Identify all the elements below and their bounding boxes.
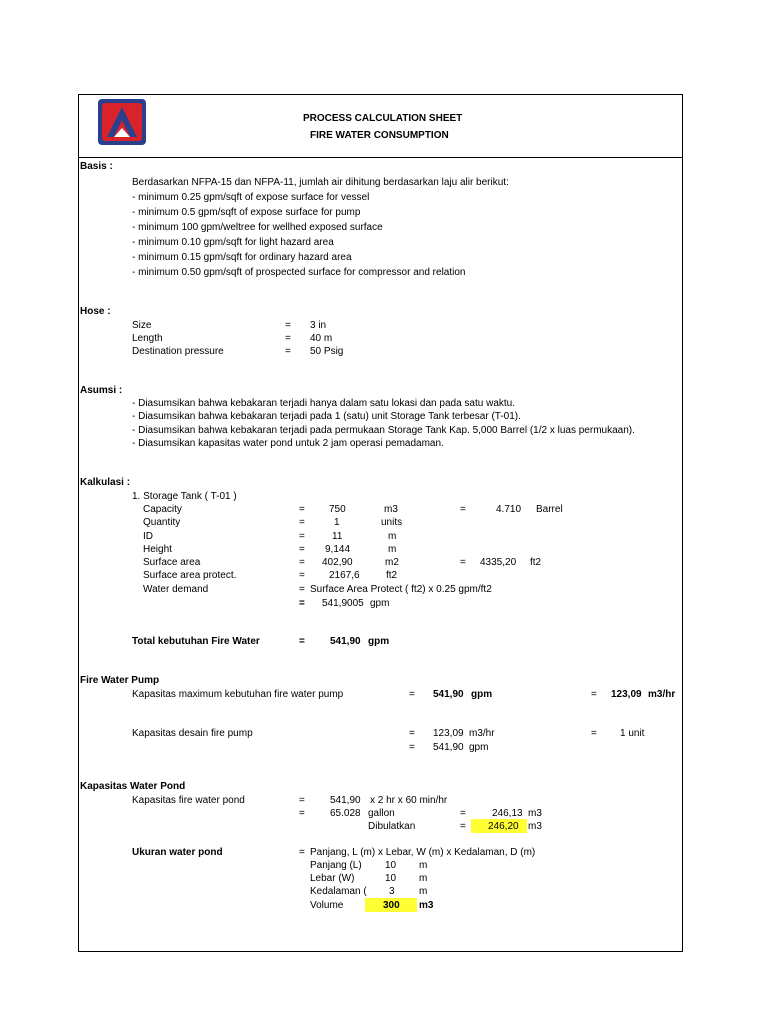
- pump-label: Fire Water Pump: [80, 675, 160, 686]
- pump-max-value: 541,90: [433, 689, 464, 700]
- total-value: 541,90: [330, 636, 361, 647]
- pond-capacity-value: 541,90: [330, 795, 361, 806]
- pond-length-unit: m: [419, 860, 428, 871]
- equals-sign: =: [591, 689, 597, 700]
- capacity-value: 750: [329, 504, 346, 515]
- equals-sign: =: [299, 636, 305, 647]
- id-value: 11: [332, 531, 343, 542]
- pond-capacity-expr: x 2 hr x 60 min/hr: [370, 795, 448, 806]
- equals-sign: =: [460, 821, 466, 832]
- equals-sign: =: [299, 584, 305, 595]
- quantity-unit: units: [381, 517, 403, 528]
- equals-sign: =: [299, 847, 305, 858]
- surface-area-ft2-unit: ft2: [530, 557, 542, 568]
- pond-volume-value: 300: [383, 900, 400, 911]
- capacity-unit: m3: [384, 504, 398, 515]
- pond-width-unit: m: [419, 873, 428, 884]
- equals-sign: =: [285, 320, 291, 331]
- hose-length-label: Length: [132, 333, 163, 344]
- quantity-value: 1: [334, 517, 340, 528]
- equals-sign: =: [460, 557, 466, 568]
- hose-label: Hose :: [80, 306, 111, 317]
- pump-max-unit-m3: m3/hr: [648, 689, 676, 700]
- asumsi-item: - Diasumsikan bahwa kebakaran terjadi pada permukaan Storage Tank Kap. 5,000 Barrel (1/2 x luas permukaan).: [132, 425, 635, 436]
- hose-length-value: 40 m: [310, 333, 333, 344]
- surface-protect-unit: ft2: [386, 570, 398, 581]
- pump-design-value: 123,09: [433, 728, 464, 739]
- sheet-title: PROCESS CALCULATION SHEET: [303, 113, 463, 124]
- basis-item: - minimum 0.15 gpm/sqft for ordinary hazard area: [132, 252, 352, 263]
- water-demand-result: 541,9005: [322, 598, 364, 609]
- kalkulasi-label: Kalkulasi :: [80, 477, 131, 488]
- surface-protect-value: 2167,6: [329, 570, 360, 581]
- storage-tank-subtitle: 1. Storage Tank ( T-01 ): [132, 491, 237, 502]
- pond-label: Kapasitas Water Pond: [80, 781, 186, 792]
- equals-sign: =: [299, 557, 305, 568]
- hose-pressure-label: Destination pressure: [132, 346, 224, 357]
- surface-area-ft2-value: 4335,20: [480, 557, 517, 568]
- quantity-label: Quantity: [143, 517, 181, 528]
- water-demand-unit: gpm: [370, 598, 390, 609]
- pond-width-value: 10: [385, 873, 397, 884]
- equals-sign: =: [460, 504, 466, 515]
- water-demand-label: Water demand: [143, 584, 209, 595]
- equals-sign: =: [299, 808, 305, 819]
- pump-max-label: Kapasitas maximum kebutuhan fire water pump: [132, 689, 344, 700]
- height-value: 9,144: [325, 544, 351, 555]
- sheet-subtitle: FIRE WATER CONSUMPTION: [310, 130, 449, 141]
- asumsi-item: - Diasumsikan bahwa kebakaran terjadi pada 1 (satu) unit Storage Tank terbesar (T-01).: [132, 411, 521, 422]
- id-label: ID: [143, 531, 153, 542]
- equals-sign: =: [299, 570, 305, 581]
- surface-protect-label: Surface area protect.: [143, 570, 237, 581]
- pond-depth-unit: m: [419, 886, 428, 897]
- surface-area-unit: m2: [385, 557, 399, 568]
- equals-sign: =: [299, 795, 305, 806]
- basis-item: - minimum 0.10 gpm/sqft for light hazard area: [132, 237, 334, 248]
- asumsi-item: - Diasumsikan kapasitas water pond untuk 2 jam operasi pemadaman.: [132, 438, 444, 449]
- surface-area-label: Surface area: [143, 557, 201, 568]
- pond-size-label: Ukuran water pond: [132, 847, 223, 858]
- capacity-barrel-value: 4.710: [496, 504, 522, 515]
- pond-capacity-label: Kapasitas fire water pond: [132, 795, 245, 806]
- equals-sign: =: [409, 742, 415, 753]
- rounded-label: Dibulatkan: [368, 821, 416, 832]
- pond-size-formula: Panjang, L (m) x Lebar, W (m) x Kedalaman, D (m): [310, 847, 536, 858]
- pond-volume-unit: m3: [419, 900, 434, 911]
- equals-sign: =: [285, 333, 291, 344]
- pond-gallon-unit: gallon: [368, 808, 395, 819]
- rounded-unit: m3: [528, 821, 542, 832]
- pump-design-gpm-unit: gpm: [469, 742, 489, 753]
- total-unit: gpm: [368, 636, 390, 647]
- pump-design-gpm-value: 541,90: [433, 742, 464, 753]
- pond-m3-unit: m3: [528, 808, 542, 819]
- height-unit: m: [388, 544, 397, 555]
- equals-sign: =: [299, 517, 305, 528]
- height-label: Height: [143, 544, 172, 555]
- basis-item: - minimum 100 gpm/weltree for wellhed exposed surface: [132, 222, 383, 233]
- pond-depth-value: 3: [389, 886, 395, 897]
- capacity-barrel-unit: Barrel: [536, 504, 563, 515]
- pond-m3-value: 246,13: [492, 808, 523, 819]
- hose-size-value: 3 in: [310, 320, 327, 331]
- pond-depth-label: Kedalaman (: [310, 886, 367, 897]
- total-label: Total kebutuhan Fire Water: [132, 636, 260, 647]
- equals-sign: =: [409, 689, 415, 700]
- basis-item: - minimum 0.25 gpm/sqft of expose surface for vessel: [132, 192, 370, 203]
- asumsi-label: Asumsi :: [80, 385, 123, 396]
- id-unit: m: [388, 531, 397, 542]
- asumsi-item: - Diasumsikan bahwa kebakaran terjadi hanya dalam satu lokasi dan pada satu waktu.: [132, 398, 515, 409]
- surface-area-value: 402,90: [322, 557, 353, 568]
- pond-width-label: Lebar (W): [310, 873, 355, 884]
- basis-item: - minimum 0.5 gpm/sqft of expose surface for pump: [132, 207, 361, 218]
- equals-sign: =: [409, 728, 415, 739]
- equals-sign: =: [285, 346, 291, 357]
- pump-design-unit: m3/hr: [469, 728, 495, 739]
- equals-sign: =: [299, 504, 305, 515]
- capacity-label: Capacity: [143, 504, 182, 515]
- pond-length-value: 10: [385, 860, 397, 871]
- basis-item: - minimum 0.50 gpm/sqft of prospected surface for compressor and relation: [132, 267, 466, 278]
- rounded-value: 246,20: [488, 821, 519, 832]
- pond-length-label: Panjang (L): [310, 860, 362, 871]
- hose-pressure-value: 50 Psig: [310, 346, 344, 357]
- pump-max-unit: gpm: [471, 689, 493, 700]
- equals-sign: =: [460, 808, 466, 819]
- company-logo-icon: [97, 98, 147, 146]
- basis-intro: Berdasarkan NFPA-15 dan NFPA-11, jumlah air dihitung berdasarkan laju alir berikut:: [132, 177, 509, 188]
- header-divider: [78, 157, 683, 158]
- equals-sign: =: [591, 728, 597, 739]
- equals-sign: =: [299, 598, 305, 609]
- pump-max-value-m3: 123,09: [611, 689, 642, 700]
- pump-design-count: 1 unit: [620, 728, 645, 739]
- equals-sign: =: [299, 531, 305, 542]
- basis-label: Basis :: [80, 161, 113, 172]
- equals-sign: =: [299, 544, 305, 555]
- pond-gallon-value: 65.028: [330, 808, 361, 819]
- water-demand-formula: Surface Area Protect ( ft2) x 0.25 gpm/ft2: [310, 584, 492, 595]
- pump-design-label: Kapasitas desain fire pump: [132, 728, 253, 739]
- pond-volume-label: Volume: [310, 900, 344, 911]
- hose-size-label: Size: [132, 320, 152, 331]
